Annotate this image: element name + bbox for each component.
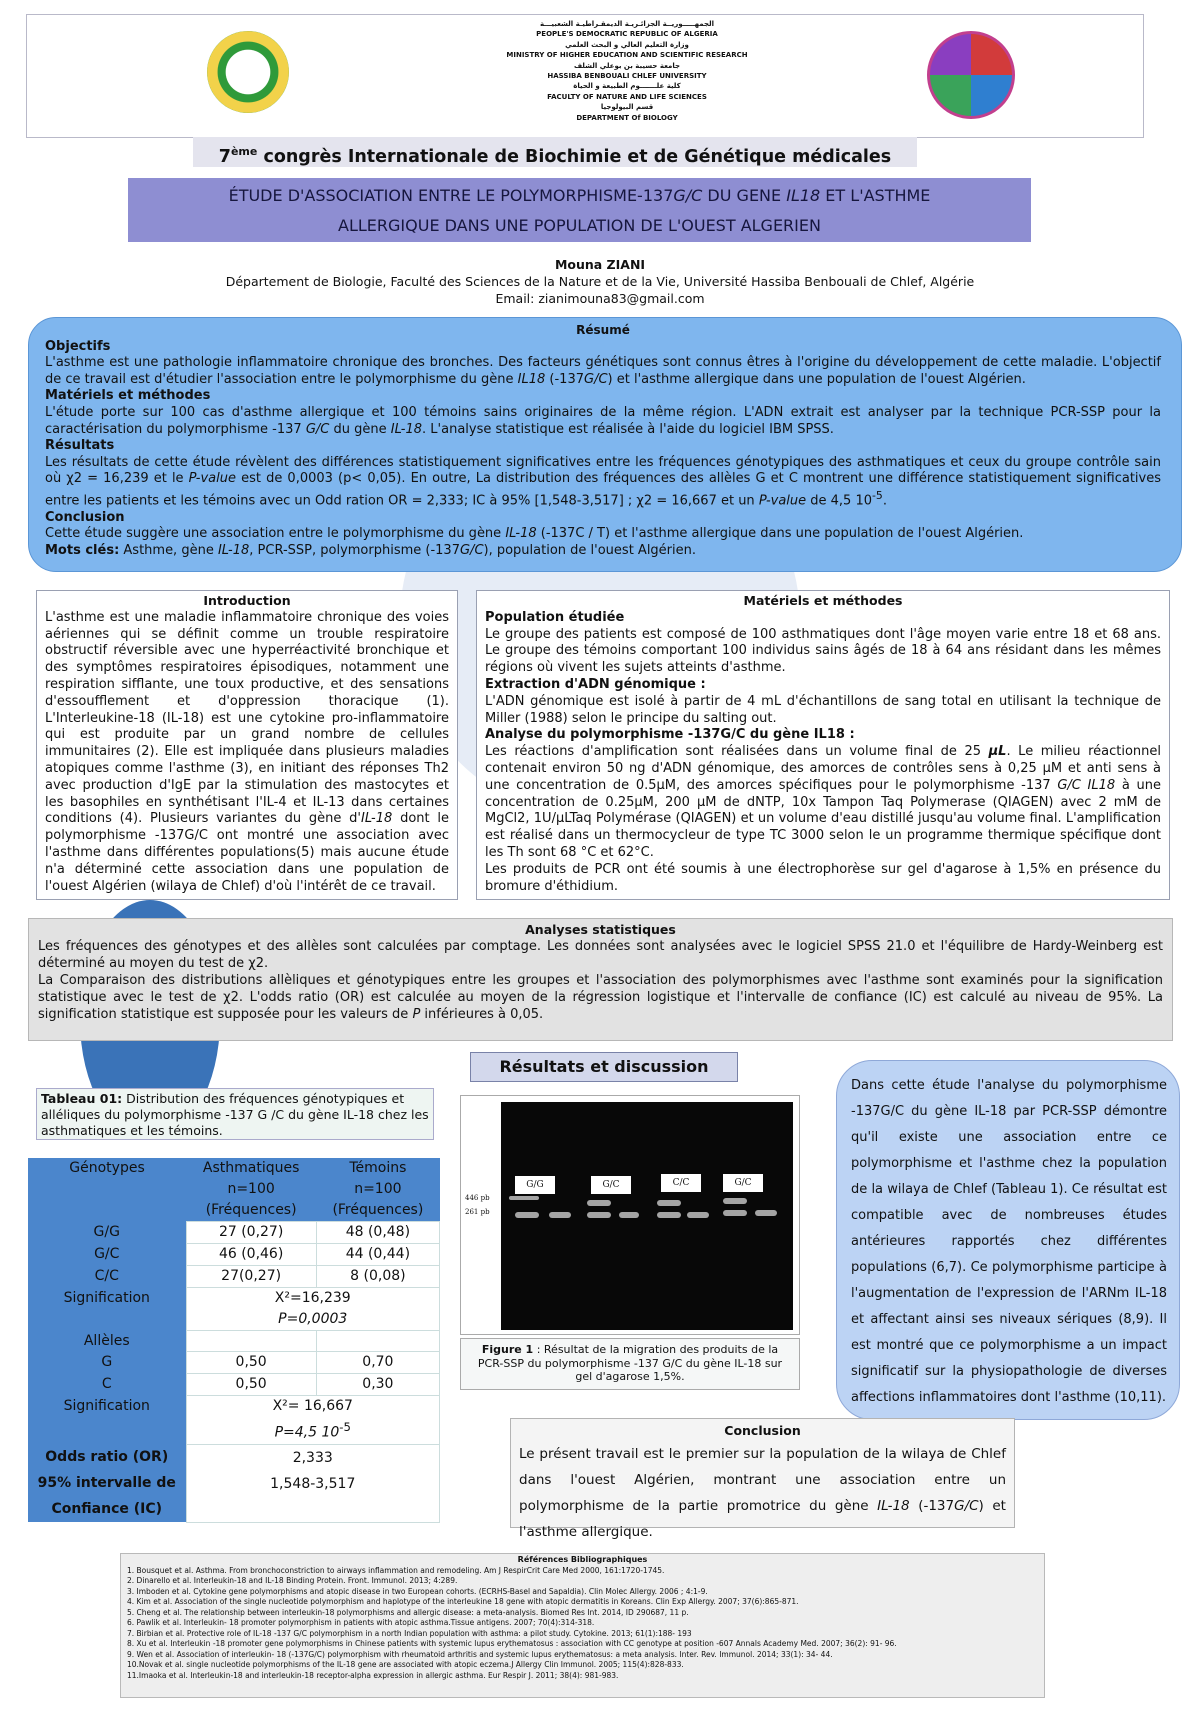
objectives-text [45,355,1161,388]
figure-caption-text: : Résultat de la migration des produits de la PCR-SSP du polymorphisme -137 G/C du gène IL-18 sur gel d'agarose 1,5%. [477,1343,783,1383]
objectives-heading: Objectifs [45,338,111,354]
text-part: IL-18 [217,543,250,559]
row-label: G [28,1352,186,1374]
header-line: Témoins [349,1160,407,1176]
extraction-heading: Extraction d'ADN génomique : [485,676,706,692]
reference-item: 3. Imboden et al. Cytokine gene polymorphisms and atopic disease in two European cohorts. (ECRHS-Basel and Sapaldia). Clin Molec Allergy. 2006 ; 4:1-9. [127,1586,708,1596]
title-part: IL18 [786,186,821,205]
text-part: µL [988,744,1007,760]
text-part: de 4,5 10 [806,493,873,509]
reference-item: 7. Birbian et al. Protective role of IL-18 -137 G/C polymorphism in a north Indian population with asthma: a pilot study. Cytokine. 2013; 61(1):188- 193 [127,1628,692,1638]
gel-band [509,1196,539,1200]
p-value [191,1309,436,1330]
table-header-row [28,1158,440,1222]
gel-band [723,1198,747,1204]
chi-value: X²=16,239 [274,1290,351,1306]
institution-line: FACULTY OF NATURE AND LIFE SCIENCES [547,92,707,101]
gel-figure [460,1095,800,1335]
text-part: . Le milieu réactionnel contenait environ 50 ng d'ADN génomique, des amorces de contrôles sens à 0,25 µM et anti sens à une concentration de 0.5µM, des amorces spécifiques pour le polymorphisme -137 [485,744,1161,793]
p-text: P=0,0003 [278,1311,348,1327]
reference-item: 10.Novak et al. single nucleotide polymorphisms of the IL-18 gene are associated with atopic eczema.J Allergy Clin Immunol. 2005; 115(4):828-833. [127,1660,684,1669]
congress-sup: ème [230,145,258,158]
text-part: ) et l'asthme allergique dans une population de l'ouest Algérien. [607,371,1026,387]
genotype-table [28,1158,440,1523]
ic-label: Confiance (IC) [51,1501,163,1518]
institution-line: جامعة حسيبة بن بوعلي الشلف [573,61,681,70]
results-text [45,455,1161,510]
introduction-text [45,610,449,896]
row-label [28,1444,186,1522]
statistics-heading: Analyses statistiques [525,922,676,937]
empty-cell [316,1331,439,1352]
text-part: dont le polymorphisme -137G/C ont montré une association avec l'asthme dans différentes populations(5) mais aucune étude n'a déterminé cette association dans une population de l'ouest Algérien (wilaya de Chlef) d'où l'intérêt de ce travail. [45,811,449,894]
ic-value: 1,548-3,517 [270,1475,356,1492]
gel-band [755,1210,777,1216]
title-part: DU GENE [702,186,787,205]
conclusion-panel-text [519,1441,1006,1545]
institution-line: HASSIBA BENBOUALI CHLEF UNIVERSITY [547,72,707,81]
text-part: à une concentration de 0.25µM, 200 µM de dNTP, 10x Tampon Taq Polymerase (QIAGEN) avec 2 mM de MgCl2, 1U/µLTaq Polymérase (QIAGEN) et un volume d'eau distillé jusqu'au volume final. L'amplification est réalisé dans un thermocycleur de type TC 3000 selon le un programme thermique spécifique dont les Th sont 68 °C et 62°C. [485,777,1161,860]
title-line-2: ALLERGIQUE DANS UNE POPULATION DE L'OUEST ALGERIEN [338,216,821,235]
table-row [28,1244,440,1266]
tem-value: 0,30 [316,1374,439,1396]
text-part: P-value [758,493,807,509]
text-part: IL-18 [505,526,537,542]
asth-value: 27(0,27) [186,1266,316,1288]
introduction-panel [36,590,458,900]
text-part: IL-18 [360,811,393,827]
lane-label: G/C [591,1176,631,1194]
text-part: -5 [872,488,883,502]
text-part: L'asthme est une maladie inflammatoire chronique des voies aériennes qui se définit comme un trouble respiratoire obstructif réversible avec une hyperréactivité bronchique et des symptômes respiratoires épisodiques, notamment une respiration sifflante, une toux productive, et des sensations d'essoufflement et d'oppression thoracique (1). L'Interleukine-18 (IL-18) est une cytokine pro-inflammatoire qui est produite par un grand nombre de cellules immunitaires (2). Elle est impliquée dans plusieurs maladies atopiques comme l'asthme (3), en initiant des réponses Th2 avec production d'IgE par la stimulation des mastocytes et les basophiles en synthétisant l'IL-4 et IL-13 dans certaines conditions (4). Plusieurs variantes du gène d' [45,609,449,827]
congress-title [193,137,917,167]
conclusion-panel [510,1418,1015,1540]
text-part: ) et l'asthme allergique. [519,1498,1006,1540]
text-part: . [882,493,887,509]
text-part: G/C [305,421,330,437]
p-value [191,1417,436,1444]
gel-image [501,1102,793,1330]
header-line: n=100 [354,1181,402,1197]
institution-line: PEOPLE'S DEMOCRATIC REPUBLIC OF ALGERIA [536,30,718,39]
conclusion-text [45,526,1161,543]
text-part: est de 0,0003 (p< 0,05). En outre, La distribution des fréquences des allèles G et C montrent une différence statistiquement significatives entre les patients et les témoins avec un Odd ration OR = 2,333; IC à 95% [1,548-3,517] ; χ2 = 16,667 et un [45,471,1162,509]
text-part: Les réactions d'amplification sont réalisées dans un volume final de 25 [485,744,989,760]
text-part: du gène [329,421,391,437]
lane-label: C/C [661,1174,701,1192]
or-value: 2,333 [292,1449,333,1466]
text-part: G/C [954,1498,979,1514]
tem-value: 8 (0,08) [316,1266,439,1288]
tem-value: 48 (0,48) [316,1222,439,1244]
reference-item: 11.Imaoka et al. Interleukin-18 and interleukin-18 receptor-alpha expression in allergic asthma. Eur Respir J. 2011; 38(4): 981-983. [127,1670,619,1680]
table-row [28,1352,440,1374]
text-part: G/C IL18 [1057,777,1116,793]
abstract-box [28,317,1182,572]
row-label: Signification [28,1288,186,1331]
keywords-heading: Mots clés: [45,543,120,559]
tem-value: 44 (0,44) [316,1244,439,1266]
institution-header [26,14,1144,138]
text-part: IL-18 [390,421,423,437]
title-part: ÉTUDE D'ASSOCIATION ENTRE LE POLYMORPHISME-137 [228,186,674,205]
poster-title [128,178,1031,242]
row-label: G/G [28,1222,186,1244]
analysis-text [485,744,1161,862]
text-part: , PCR-SSP, polymorphisme (-137 [249,543,460,559]
university-logo [207,31,289,113]
table-row [28,1288,440,1331]
empty-cell [186,1331,316,1352]
methods-text [45,405,1161,438]
methods-panel [476,590,1170,900]
faculty-logo [927,31,1015,119]
row-label: Signification [28,1396,186,1445]
gel-band [587,1212,611,1218]
lane-label: G/G [515,1176,555,1194]
table-row [28,1374,440,1396]
reference-item: 8. Xu et al. Interleukin -18 promoter gene polymorphisms in Chinese patients with systemic lupus erythematosus : association with CC genotype at position -607 Annals Academy Med. 2007; 36(2): 91- 96. [127,1639,897,1648]
table-caption-text: Distribution des fréquences génotypiques et alléliques du polymorphisme -137 G /C du gène IL-18 chez les asthmatiques et les témoins. [41,1091,429,1138]
text-part: (-137 [545,371,584,387]
asth-value: 0,50 [186,1374,316,1396]
marker-label-261: 261 pb [465,1208,490,1216]
text-part: P [412,1007,421,1022]
header-line: (Fréquences) [205,1202,297,1218]
text-part: La Comparaison des distributions allèliques et génotypiques entre les groupes et l'association des polymorphismes avec l'asthme sont examinés pour la signification statistique avec le test de χ2. L'odds ratio (OR) est calculée au moyen de la régression logistique et l'intervalle de confiance (IC) est calculé au niveau de 95%. La signification statistique est supposée pour les valeurs de [38,973,1163,1022]
text-part: Le présent travail est le premier sur la population de la wilaya de Chlef dans l'ouest Algérien, montrant une association entre un polymorphisme de la partie promotrice du gène [519,1446,1006,1514]
reference-item: 6. Pawlik et al. Interleukin- 18 promoter polymorphism in patients with atopic asthma.Tissue antigens. 2007; 70(4):314-318. [127,1618,595,1627]
reference-item: 2. Dinarello et al. Interleukin-18 and IL-18 Binding Protein. Front. Immunol. 2013; 4:289. [127,1576,458,1585]
header-temoins [316,1158,439,1222]
marker-label-446: 446 pb [465,1194,490,1202]
asth-value: 0,50 [186,1352,316,1374]
references-panel [120,1553,1045,1698]
author-block [100,256,1100,307]
institution-line: DEPARTMENT Of BIOLOGY [576,113,678,122]
references-heading: Références Bibliographiques [517,1555,648,1564]
text-part: inférieures à 0,05. [420,1007,544,1022]
statistics-paragraph-1: Les fréquences des génotypes et des allèles sont calculées par comptage. Les données sont analysées avec le logiciel SPSS 21.0 et l'équilibre de Hardy-Weinberg est déterminé au moyen du test de χ2. [38,939,1163,971]
text-part: IL-18 [877,1498,910,1514]
header-line: Asthmatiques [202,1160,300,1176]
analysis-heading: Analyse du polymorphisme -137G/C du gène IL18 : [485,727,855,743]
gel-band [619,1212,639,1218]
population-text: Le groupe des patients est composé de 100 asthmatiques dont l'âge moyen varie entre 18 et 68 ans. Le groupe des témoins comportant 100 individus sains âgés de 18 à 64 ans résidant dans les mêmes régions où vivent les sujets atteints d'asthme. [485,626,1161,676]
text-part: L'étude porte sur 100 cas d'asthme allergique et 100 témoins sains originaires de la même région. L'ADN extrait est analyser par la technique PCR-SSP pour la caractérisation du polymorphisme -137 [45,404,1161,437]
text-part: L'asthme est une pathologie inflammatoire chronique des bronches. Des facteurs génétiques sont connus êtres à l'origine du développement de cette maladie. L'objectif de ce travail est d'étudier l'association entre le polymorphisme du gène [45,355,1161,387]
text-part: Les résultats de cette étude révèlent des différences statistiquement significatives entre les fréquences génotypiques des asthmatiques et ceux du groupe contrôle sain où χ2 = 16,239 et le [45,454,1161,487]
conclusion-heading: Conclusion [45,509,125,525]
asth-value: 27 (0,27) [186,1222,316,1244]
tem-value: 0,70 [316,1352,439,1374]
table-row [28,1331,440,1352]
figure-caption-label: Figure 1 [481,1343,534,1356]
author-name: Mouna ZIANI [554,257,646,272]
row-label: C/C [28,1266,186,1288]
table-caption-label: Tableau 01: [41,1091,123,1106]
table-row [28,1222,440,1244]
gel-band [687,1212,709,1218]
header-asthmatiques [186,1158,316,1222]
asth-value: 46 (0,46) [186,1244,316,1266]
methods-panel-heading: Matériels et méthodes [743,593,903,608]
gel-band [723,1210,747,1216]
gel-band [549,1212,571,1218]
header-line: n=100 [227,1181,275,1197]
signification-value [186,1288,440,1331]
text-part: Cette étude suggère une association entre le polymorphisme du gène [45,526,506,542]
table-row [28,1266,440,1288]
author-email: Email: zianimouna83@gmail.com [495,291,705,306]
or-label: Odds ratio (OR) [45,1449,169,1466]
keywords-text [45,543,1161,560]
results-heading: Résultats [45,438,115,454]
institution-lines [407,19,847,123]
text-part: (-137C / T) et l'asthme allergique dans une population de l'ouest Algérien. [536,526,1024,542]
table-row [28,1396,440,1445]
gel-band [515,1212,539,1218]
extraction-text: L'ADN génomique est isolé à partir de 4 mL d'échantillons de sang total en utilisant la technique de Miller (1988) selon le principe du salting out. [485,693,1161,726]
header-genotypes: Génotypes [28,1158,186,1222]
p-text: P=4,5 10 [274,1424,340,1441]
institution-line: كلية علـــــــوم الطبيعة و الحياة [573,82,681,91]
introduction-heading: Introduction [203,593,291,608]
text-part: G/C [584,371,608,387]
text-part: Asthme, gène [119,543,218,559]
text-part: G/C [459,543,484,559]
congress-number: 7 [218,146,231,167]
institution-line: الجمهـــــوريــة الجزائـريـة الديمقـراطيـة الشعبيـــة [539,20,715,28]
gel-band [587,1200,611,1206]
reference-item: 5. Cheng et al. The relationship between interleukin-18 polymorphisms and allergic disease: a meta-analysis. Biomed Res Int. 2014, ID 290687, 11 p. [127,1607,689,1617]
text-part: (-137 [909,1498,955,1514]
methods-heading: Matériels et méthodes [45,388,211,404]
conclusion-panel-heading: Conclusion [724,1423,801,1438]
title-part: G/C [673,186,703,205]
institution-line: MINISTRY OF HIGHER EDUCATION AND SCIENTIFIC RESEARCH [506,51,748,60]
lane-label: G/C [723,1174,763,1192]
statistics-panel [28,918,1173,1041]
congress-name: congrès Internationale de Biochimie et de Génétique médicales [257,146,892,167]
p-exponent: -5 [339,1420,351,1434]
population-heading: Population étudiée [485,609,625,625]
electrophoresis-text: Les produits de PCR ont été soumis à une électrophorèse sur gel d'agarose à 1,5% en présence du bromure d'éthidium. [485,861,1161,894]
author-affiliation: Département de Biologie, Faculté des Sciences de la Nature et de la Vie, Université Hassiba Benbouali de Chlef, Algérie [225,274,975,289]
row-label: G/C [28,1244,186,1266]
reference-item: 1. Bousquet et al. Asthma. From bronchoconstriction to airways inflammation and remodeling. Am J RespirCrit Care Med 2000, 161:1720-1745. [127,1565,665,1575]
reference-item: 4. Kim et al. Association of the single nucleotide polymorphism and haplotype of the interleukine 18 gene with atopic dermatitis in Koreans. Clin Exp Allergy. 2007; 37(6):865-871. [127,1597,799,1606]
row-label: C [28,1374,186,1396]
chi-value: X²= 16,667 [272,1398,353,1414]
ic-label: 95% intervalle de [37,1475,176,1492]
abstract-heading: Résumé [576,323,630,337]
discussion-bubble: Dans cette étude l'analyse du polymorphisme -137G/C du gène IL-18 par PCR-SSP démontre qu'il existe une association entre ce polymorphisme et l'asthme chez la population de la wilaya de Chlef (Tableau 1). Ce résultat est compatible avec de nombreuses études antérieures rapportés chez différentes populations (6,7). Ce polymorphisme participe à l'augmentation de l'expression de l'ARNm IL-18 et affectant ainsi ses niveaux sériques (8,9). Il est montré que ce polymorphisme a un impact significatif sur la physiopathologie de diverses affections inflammatoires dont l'asthme (10,11). [836,1060,1180,1420]
institution-line: قسم البيولوجيا [600,103,654,112]
header-line: (Fréquences) [332,1202,424,1218]
text-part: . L'analyse statistique est réalisée à l'aide du logiciel IBM SPSS. [422,421,834,437]
statistics-paragraph-2 [38,972,1163,1023]
results-title: Résultats et discussion [470,1052,738,1082]
gel-band [657,1200,681,1206]
title-part: ET L'ASTHME [820,186,931,205]
table-caption [36,1088,434,1140]
figure-caption [460,1338,800,1390]
text-part: P-value [188,471,236,487]
title-line-1 [128,181,1031,211]
text-part: ), population de l'ouest Algérien. [483,543,697,559]
reference-item: 9. Wen et al. Association of interleukin- 18 (-137G/C) polymorphism with rheumatoid arthritis and systemic lupus erythematosus: a meta analysis. Inter. Rev. Immunol. 2014; 33(1): 34- 44. [127,1649,833,1659]
row-label: Allèles [28,1331,186,1352]
table-row [28,1444,440,1522]
signification-value [186,1396,440,1445]
gel-band [657,1212,681,1218]
text-part: IL18 [517,371,546,387]
or-ic-values [186,1444,440,1522]
institution-line: وزارة التعليم العالي و البحث العلمي [565,40,689,49]
